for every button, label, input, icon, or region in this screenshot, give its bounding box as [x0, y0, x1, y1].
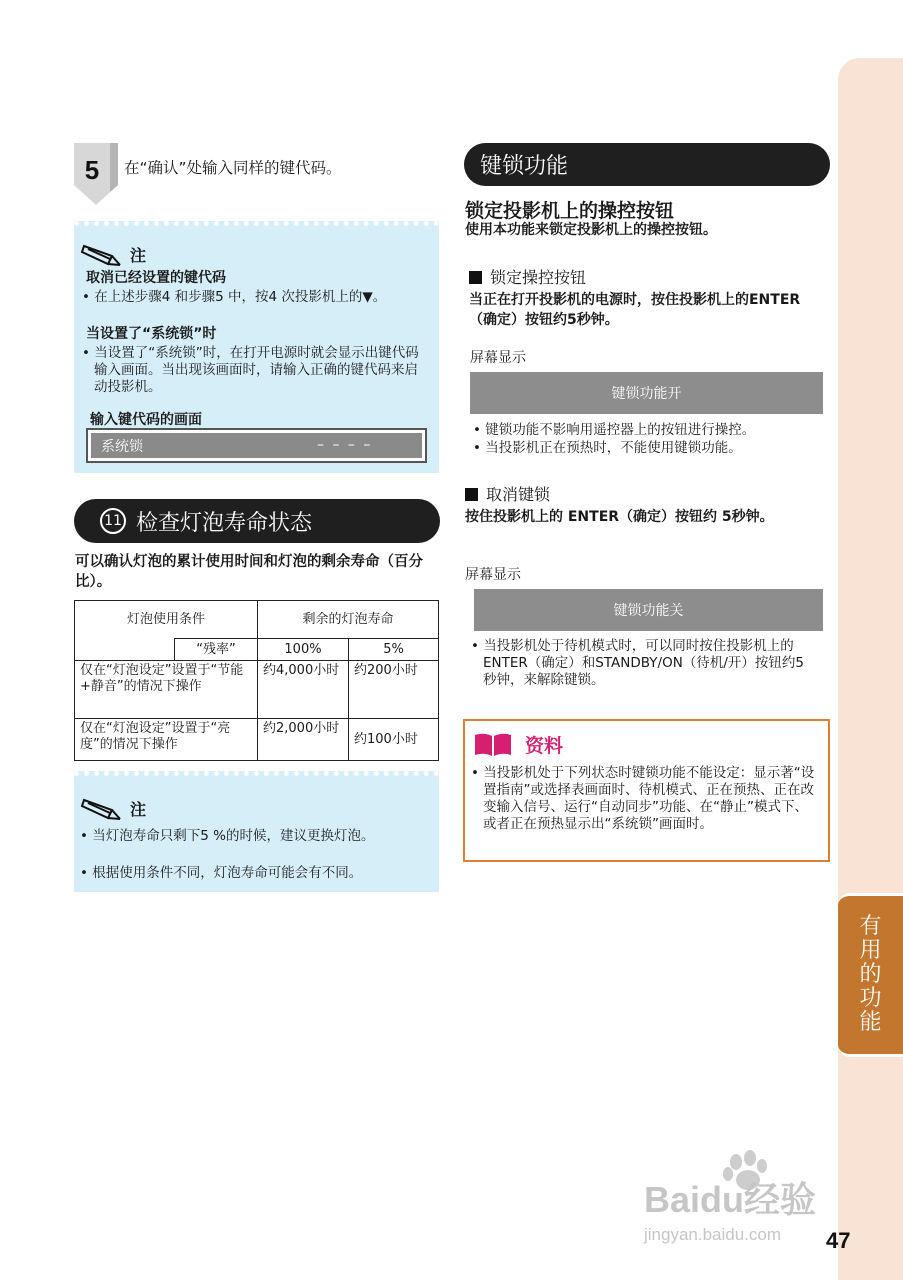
lock-bullet: • 键锁功能不影响用遥控器上的按钮进行操控。 — [473, 422, 756, 438]
subsection-title: 锁定投影机上的操控按钮 — [465, 200, 675, 222]
note-heading — [80, 794, 146, 822]
note-title: 注 — [130, 245, 147, 265]
step-badge — [74, 143, 118, 205]
table-subheader: “残率” — [175, 639, 258, 661]
section-header-key-lock — [464, 143, 830, 186]
section-title: 检查灯泡寿命状态 — [136, 510, 313, 536]
lamp-life-table — [74, 600, 439, 761]
side-tab-char: 用 — [859, 938, 882, 963]
table-row — [75, 719, 439, 761]
book-icon — [473, 732, 513, 758]
baidu-watermark — [636, 1148, 848, 1248]
unlock-heading: 取消键锁 — [465, 485, 550, 505]
info-box — [463, 719, 830, 862]
side-strip — [838, 58, 903, 1280]
watermark-brand: Baidu经验 — [644, 1179, 817, 1220]
screen-display-lock-off: 键锁功能关 — [474, 589, 823, 631]
note-subheading: 当设置了“系统锁”时 — [86, 326, 217, 342]
intro-text: 使用本功能来锁定投影机上的操控按钮。 — [465, 222, 717, 238]
section-header-lamp-life — [74, 499, 440, 543]
table-header: 灯泡使用条件 — [75, 601, 258, 639]
info-heading: 资料 — [473, 731, 563, 758]
side-tab-char: 功 — [859, 986, 882, 1011]
screen-display-lock-on: 键锁功能开 — [470, 372, 823, 414]
section-description: 可以确认灯泡的累计使用时间和灯泡的剩余寿命（百分比）。 — [75, 554, 423, 590]
side-tab-char: 的 — [859, 962, 882, 987]
side-tab-char: 能 — [859, 1010, 882, 1035]
note-title: 注 — [130, 799, 147, 819]
table-cell: 约200小时 — [349, 661, 439, 719]
pencil-icon — [80, 240, 124, 268]
lock-heading: 锁定操控按钮 — [469, 268, 586, 288]
section-number: 11 — [100, 508, 126, 534]
step-text: 在“确认”处输入同样的键代码。 — [124, 159, 342, 177]
square-bullet-icon — [469, 271, 482, 284]
section-title: 键锁功能 — [480, 154, 569, 179]
screen-label: 屏幕显示 — [465, 567, 521, 583]
screen-label: 输入键代码的画面 — [90, 412, 202, 428]
key-code-field: – – – – — [317, 437, 373, 453]
side-tab-useful-functions[interactable] — [838, 893, 903, 1057]
table-subheader: 100% — [258, 639, 349, 661]
key-code-input-screen — [86, 428, 427, 463]
table-subheader: 5% — [349, 639, 439, 661]
table-header: 剩余的灯泡寿命 — [258, 601, 439, 639]
note-subheading: 取消已经设置的键代码 — [86, 270, 226, 286]
pencil-icon — [80, 794, 124, 822]
note-bullet: • 在上述步骤4 和步骤5 中，按4 次投影机上的▼。 — [82, 289, 387, 305]
watermark-url: jingyan.baidu.com — [644, 1225, 782, 1244]
lock-description: 当正在打开投影机的电源时，按住投影机上的ENTER（确定）按钮约5秒钟。 — [469, 292, 801, 328]
note-bullet: • 当设置了“系统锁”时，在打开电源时就会显示出键代码输入画面。当出现该画面时，请输入正确的键代码来启动投影机。 — [82, 345, 419, 395]
table-cell: 仅在“灯泡设定”设置于“亮度”的情况下操作 — [75, 719, 258, 761]
table-cell: 仅在“灯泡设定”设置于“节能+静音”的情况下操作 — [75, 661, 258, 719]
note-bullet: • 根据使用条件不同，灯泡寿命可能会有不同。 — [80, 865, 363, 881]
table-cell: 约4,000小时 — [258, 661, 349, 719]
step-number: 5 — [84, 155, 100, 185]
note-heading — [80, 240, 146, 268]
table-row — [75, 661, 439, 719]
info-bullet: • 当投影机处于下列状态时键锁功能不能设定：显示著“设置指南”或选择表画面时、待机模式、正在预热、正在改变输入信号、运行“自动同步”功能、在“静止”模式下、或者正在预热显示出“系统锁”画面时。 — [471, 765, 815, 832]
page-number: 47 — [826, 1228, 851, 1253]
note-bullet: • 当灯泡寿命只剩下5 %的时候，建议更换灯泡。 — [80, 828, 375, 844]
unlock-bullet: • 当投影机处于待机模式时，可以同时按住投影机上的ENTER（确定）和STANDBY/ON（待机/开）按钮约5秒钟，来解除键锁。 — [471, 638, 804, 688]
table-cell: 约100小时 — [349, 719, 439, 761]
screen-label: 屏幕显示 — [470, 350, 526, 366]
system-lock-label: 系统锁 — [101, 438, 143, 455]
side-tab-char: 有 — [859, 914, 882, 939]
unlock-description: 按住投影机上的 ENTER（确定）按钮约 5秒钟。 — [465, 509, 774, 525]
note-box — [74, 771, 439, 892]
square-bullet-icon — [465, 488, 478, 501]
table-cell: 约2,000小时 — [258, 719, 349, 761]
lock-bullet: • 当投影机正在预热时，不能使用键锁功能。 — [473, 440, 742, 456]
